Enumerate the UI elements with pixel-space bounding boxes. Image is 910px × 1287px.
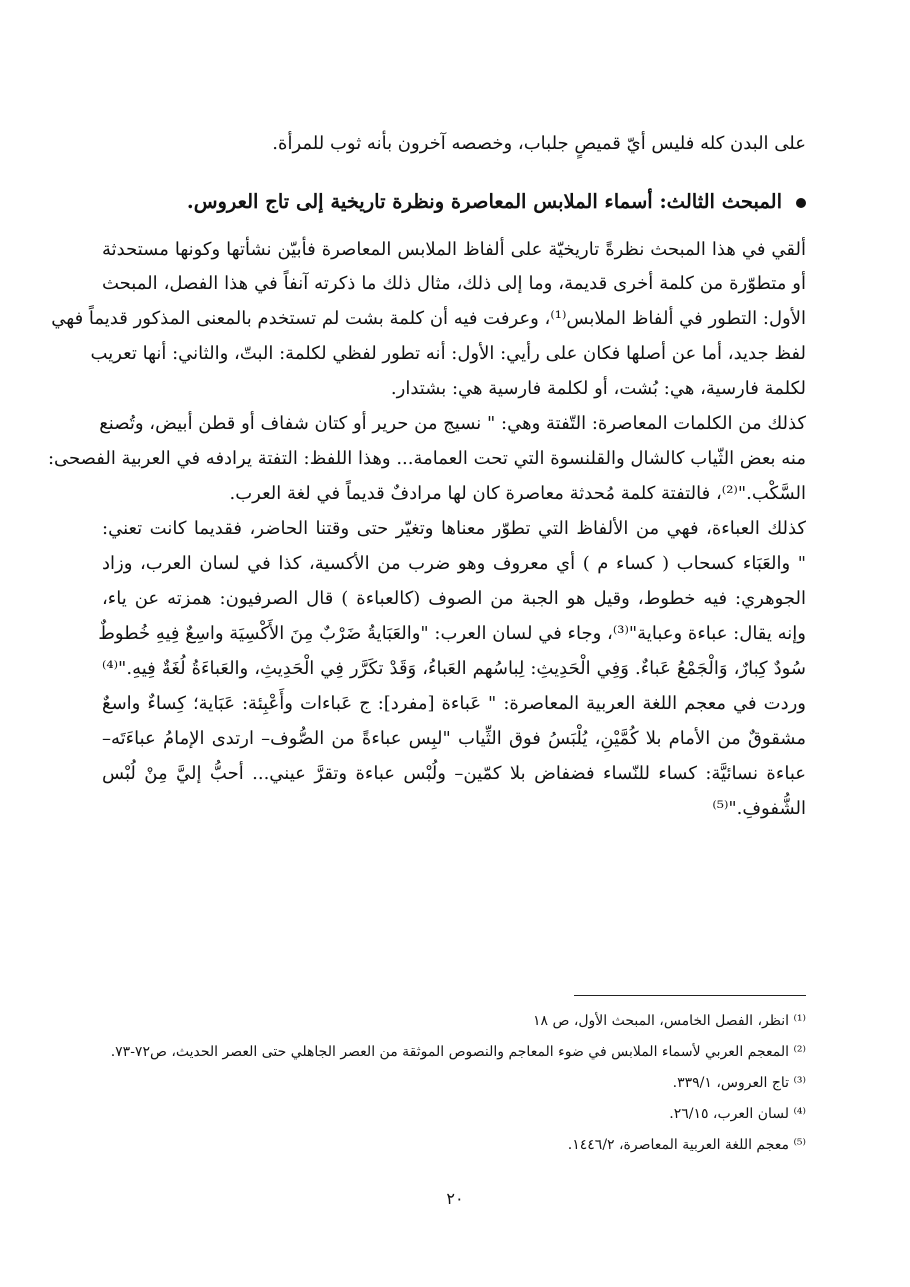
footnote: ⁽⁴⁾ لسان العرب، ٢٦/١٥. — [669, 1106, 806, 1122]
body-line: الجوهري: فيه خطوط، وقيل هو الجبة من الصوف (كالعباءة ) قال الصرفيون: همزته عن ياء، — [102, 588, 806, 609]
body-line: عباءة نسائيَّة: كساء للنّساء فضفاض بلا كمّين– ولُبْس عباءة وتقرَّ عيني... أحبُّ إليَّ مِنْ لُبْس — [102, 763, 806, 784]
footnote: ⁽³⁾ تاج العروس، ٣٣٩/١. — [672, 1075, 806, 1091]
body-line: وإنه يقال: عباءة وعباية"⁽³⁾، وجاء في لسان العرب: "والعَبَايةُ ضَرْبٌ مِنَ الأَكْسِيَة واسِعٌ فِيهِ خُطوطٌ — [98, 623, 806, 644]
body-line: مشقوقٌ من الأمام بلا كُمَّيْنِ، يُلْبَسُ فوق الثِّياب "لبِس عباءةً من الصُّوف– ارتدى الإمامُ عباءَتَه– — [102, 728, 806, 749]
body-line: لكلمة فارسية، هي: بُشت، أو لكلمة فارسية هي: بشتدار. — [390, 378, 806, 399]
section-heading — [102, 187, 806, 217]
footnote: ⁽⁵⁾ معجم اللغة العربية المعاصرة، ١٤٤٦/٢. — [567, 1137, 806, 1153]
page-number: ٢٠ — [446, 1189, 464, 1208]
footnote: ⁽²⁾ المعجم العربي لأسماء الملابس في ضوء المعاجم والنصوص الموثقة من العصر الجاهلي حتى العصر الحديث، ص٧٢-٧٣. — [110, 1044, 806, 1060]
body-line: منه بعض الثّياب كالشال والقلنسوة التي تحت العمامة... وهذا اللفظ: التفتة يرادفه في العربية الفصحى: — [47, 448, 806, 469]
body-line: ألقي في هذا المبحث نظرةً تاريخيّة على ألفاظ الملابس المعاصرة فأبيّن نشأتها وكونها مستحدثة — [102, 239, 806, 260]
body-line: على البدن كله فليس أيّ قميصٍ جلباب، وخصصه آخرون بأنه ثوب للمرأة. — [272, 133, 806, 154]
body-line: لفظ جديد، أما عن أصلها فكان على رأيي: الأول: أنه تطور لفظي لكلمة: البتّ، والثاني: أنها تعريب — [90, 343, 806, 364]
body-line: كذلك العباءة، فهي من الألفاظ التي تطوّر معناها وتغيّر حتى وقتنا الحاضر، فقديما كانت تعني: — [102, 518, 806, 539]
body-line: السَّكْب."⁽²⁾، فالتفتة كلمة مُحدثة معاصرة كان لها مرادفٌ قديماً في لغة العرب. — [229, 483, 806, 504]
body-line: أو متطوّرة من كلمة أخرى قديمة، وما إلى ذلك، مثال ذلك ما ذكرته آنفاً في هذا الفصل، المبحث — [102, 273, 807, 294]
section-heading-text: المبحث الثالث: أسماء الملابس المعاصرة ونظرة تاريخية إلى تاج العروس. — [186, 190, 782, 213]
body-line: سُودٌ كِبارٌ، وَالْجَمْعُ عَباءٌ. وَفِي الْحَدِيثِ: لِباسُهم العَباءُ، وَقَدْ تكَرَّر فِي الْحَدِيثِ، والعَباءَةُ لُغَةٌ فِيهِ."⁽⁴⁾ — [102, 658, 806, 679]
body-line: " والعَبَاء كسحاب ( كساء م ) أي معروف وهو ضرب من الأكسية، كذا في لسان العرب، وزاد — [102, 553, 806, 574]
body-line: الشُّفوفِ."⁽⁵⁾ — [712, 798, 806, 819]
body-line: كذلك من الكلمات المعاصرة: التّفتة وهي: " نسيج من حرير أو كتان شفاف أو قطن أبيض، وتُصنع — [99, 413, 806, 434]
body-line: وردت في معجم اللغة العربية المعاصرة: " عَباءة [مفرد]: ج عَباءات وأَعْبِئة: عَبَاية؛ كِساءٌ واسعٌ — [102, 693, 806, 714]
footnote: ⁽¹⁾ انظر، الفصل الخامس، المبحث الأول، ص ١٨ — [532, 1013, 806, 1029]
bullet-icon — [796, 198, 806, 208]
body-line: الأول: التطور في ألفاظ الملابس⁽¹⁾، وعرفت فيه أن كلمة بشت لم تستخدم بالمعنى المذكور قديماً فهي — [51, 308, 806, 329]
footnote-separator — [574, 995, 806, 996]
